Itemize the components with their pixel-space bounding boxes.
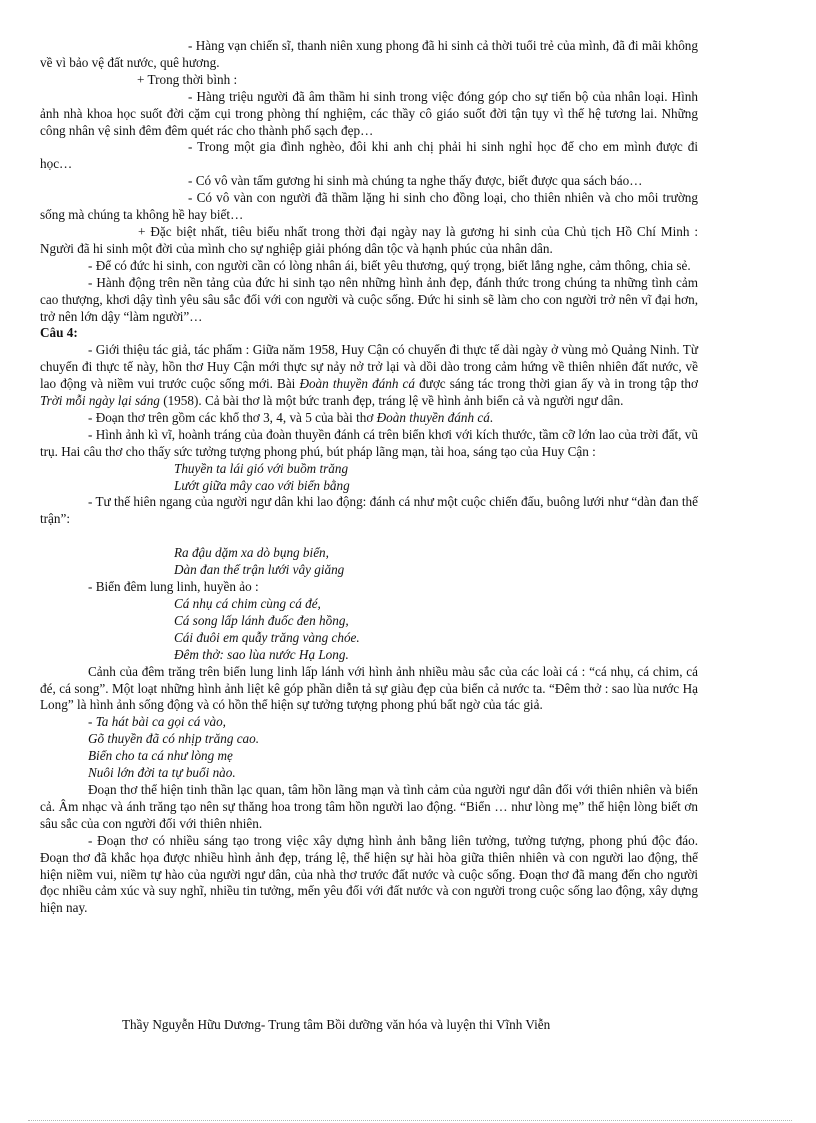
paragraph-poor-family: - Trong một gia đình nghèo, đôi khi anh chị phải hi sinh nghỉ học để cho em mình được đi học… xyxy=(40,139,698,172)
poem-title-2: Đoàn thuyền đánh cá xyxy=(376,409,490,425)
verse-block-2 xyxy=(40,545,698,579)
document-body xyxy=(40,38,698,917)
paragraph-silent-people: - Có vô vàn con người đã thầm lặng hi sinh cho đồng loại, cho thiên nhiên và cho môi trường sống mà chúng ta không hề hay biết… xyxy=(40,190,698,223)
paragraph-excerpt-scope: - Đoạn thơ trên gồm các khổ thơ 3, 4, và 5 của bài thơ Đoàn thuyền đánh cá. xyxy=(88,409,494,425)
verse-line: Dàn đan thế trận lưới vây giăng xyxy=(174,562,345,578)
verse-line: Lướt giữa mây cao với biển bằng xyxy=(174,477,350,493)
paragraph-examples: - Có vô vàn tấm gương hi sinh mà chúng ta nghe thấy được, biết được qua sách báo… xyxy=(188,173,643,189)
verse-line: Gõ thuyền đã có nhịp trăng cao. xyxy=(88,731,260,747)
paragraph-peacetime-heading: + Trong thời bình : xyxy=(137,71,238,87)
paragraph-compassion: - Để có đức hi sinh, con người cần có lòng nhân ái, biết yêu thương, quý trọng, biết lắng nghe, cảm thông, chia sẻ. xyxy=(88,257,691,273)
paragraph-sea-night: - Biển đêm lung linh, huyền ảo : xyxy=(88,579,259,595)
spacer xyxy=(40,528,698,545)
poem-title: Đoàn thuyền đánh cá xyxy=(299,376,415,392)
paragraph-noble-actions: - Hành động trên nền tảng của đức hi sinh tạo nên những hình ảnh đẹp, đánh thức trong chúng ta những tình cảm cao thượng, khơi dậy tình yêu sâu sắc đối với con người và cuộc sống. Đức hi sinh sẽ làm cho con người trở nên vĩ đại hơn, trở nên lớn dậy “làm người”… xyxy=(40,274,698,324)
paragraph-moonlit-scene: Cảnh của đêm trăng trên biển lung linh lấp lánh với hình ảnh nhiều màu sắc của các loài cá : “cá nhụ, cá chim, cá đé, cá song”. Một loạt những hình ảnh liệt kê góp phần diễn tả sự giàu đẹp của biển cả nước ta. “Đêm thở : sao lùa nước Hạ Long” là hình ảnh sống động và có hồn thể hiện sự tưởng tượng phong phú bất ngờ của tác giả. xyxy=(40,663,698,713)
verse-block-3 xyxy=(40,596,698,664)
paragraph-conclusion: - Đoạn thơ có nhiều sáng tạo trong việc xây dựng hình ảnh bằng liên tưởng, tưởng tượng, phong phú độc đáo. Đoạn thơ đã khắc họa được nhiều hình ảnh đẹp, tráng lệ, thể hiện sự hài hòa giữa thiên nhiên và con người lao động, thể hiện niềm vui, niềm tự hào của người ngư dân, của nhà thơ trước đất nước và cuộc sống. Đoạn thơ đã mang đến cho người đọc nhiều cảm xúc và suy nghĩ, nhiều tin tưởng, mến yêu đối với đất nước và con người trong cuộc sống lao động, xây dựng hiện nay. xyxy=(40,832,698,916)
question-4-heading: Câu 4: xyxy=(40,325,78,341)
verse-line: Đêm thở: sao lùa nước Hạ Long. xyxy=(174,646,349,662)
verse-line: - Ta hát bài ca gọi cá vào, xyxy=(88,714,226,730)
verse-line: Ra đậu dặm xa dò bụng biển, xyxy=(174,545,329,561)
paragraph-optimism: Đoạn thơ thể hiện tinh thần lạc quan, tâm hồn lãng mạn và tình cảm của người ngư dân đối với thiên nhiên và biển cả. Âm nhạc và ánh trăng tạo nên sự thăng hoa trong tâm hồn người lao động. “Biển … như lòng mẹ” thể hiện lòng biết ơn sâu sắc của con người đối với thiên nhiên. xyxy=(40,781,698,831)
verse-line: Cái đuôi em quẫy trăng vàng chóe. xyxy=(174,629,360,645)
verse-line: Cá nhụ cá chim cùng cá đé, xyxy=(174,596,321,611)
verse-block-1 xyxy=(40,461,698,495)
paragraph-ho-chi-minh: + Đặc biệt nhất, tiêu biểu nhất trong thời đại ngày nay là gương hi sinh của Chủ tịch Hồ Chí Minh : Người đã hi sinh một đời của mình cho sự nghiệp giải phóng dân tộc và hạnh phúc của nhân dân. xyxy=(40,223,698,256)
verse-block-4 xyxy=(40,714,698,782)
footer-credit: Thầy Nguyễn Hữu Dương- Trung tâm Bồi dưỡng văn hóa và luyện thi Vĩnh Viễn xyxy=(122,1017,551,1032)
collection-title: Trời mỗi ngày lại sáng xyxy=(40,393,160,409)
paragraph-war-sacrifice: - Hàng vạn chiến sĩ, thanh niên xung phong đã hi sinh cả thời tuổi trẻ của mình, đã đi mãi không về vì bảo vệ đất nước, quê hương. xyxy=(40,38,698,70)
paragraph-fisher-posture: - Tư thế hiên ngang của người ngư dân khi lao động: đánh cá như một cuộc chiến đấu, buông lưới như “dàn đan thế trận”: xyxy=(40,494,698,527)
verse-line: Biển cho ta cá như lòng mẹ xyxy=(88,748,233,764)
paragraph-author-intro: - Giới thiệu tác giả, tác phẩm : Giữa năm 1958, Huy Cận có chuyến đi thực tế dài ngày ở vùng mỏ Quảng Ninh. Từ chuyến đi thực tế này, hồn thơ Huy Cận mới thực sự nảy nở trở lại và dồi dào trong cảm hứng về thiên nhiên đất nước, về lao động và niềm vui trước cuộc sống mới. Bài Đoàn thuyền đánh cá được sáng tác trong thời gian ấy và in trong tập thơ Trời mỗi ngày lại sáng (1958). Cả bài thơ là một bức tranh đẹp, tráng lệ về hình ảnh biển cả và người ngư dân. xyxy=(40,342,698,409)
page-bottom-divider xyxy=(28,1120,792,1121)
verse-line: Thuyền ta lái gió với buồm trăng xyxy=(174,460,349,476)
verse-line: Cá song lấp lánh đuốc đen hồng, xyxy=(174,612,349,628)
paragraph-silent-contributors: - Hàng triệu người đã âm thầm hi sinh trong việc đóng góp cho sự tiến bộ của nhân loại. Hình ảnh nhà khoa học suốt đời cặm cụi trong phòng thí nghiệm, các thầy cô giáo suốt đời tận tụy vì thế hệ tương lai. Những công nhân vệ sinh đêm đêm quét rác cho thành phố sạch đẹp… xyxy=(40,88,698,138)
verse-line: Nuôi lớn đời ta tự buổi nào. xyxy=(88,765,236,781)
paragraph-boat-image: - Hình ảnh kì vĩ, hoành tráng của đoàn thuyền đánh cá trên biển khơi với kích thước, tầm cỡ lớn lao của trời đất, vũ trụ. Hai câu thơ cho thấy sức tưởng tượng phong phú, bút pháp lãng mạn, tài hoa, sáng tạo của Huy Cận : xyxy=(40,426,698,459)
